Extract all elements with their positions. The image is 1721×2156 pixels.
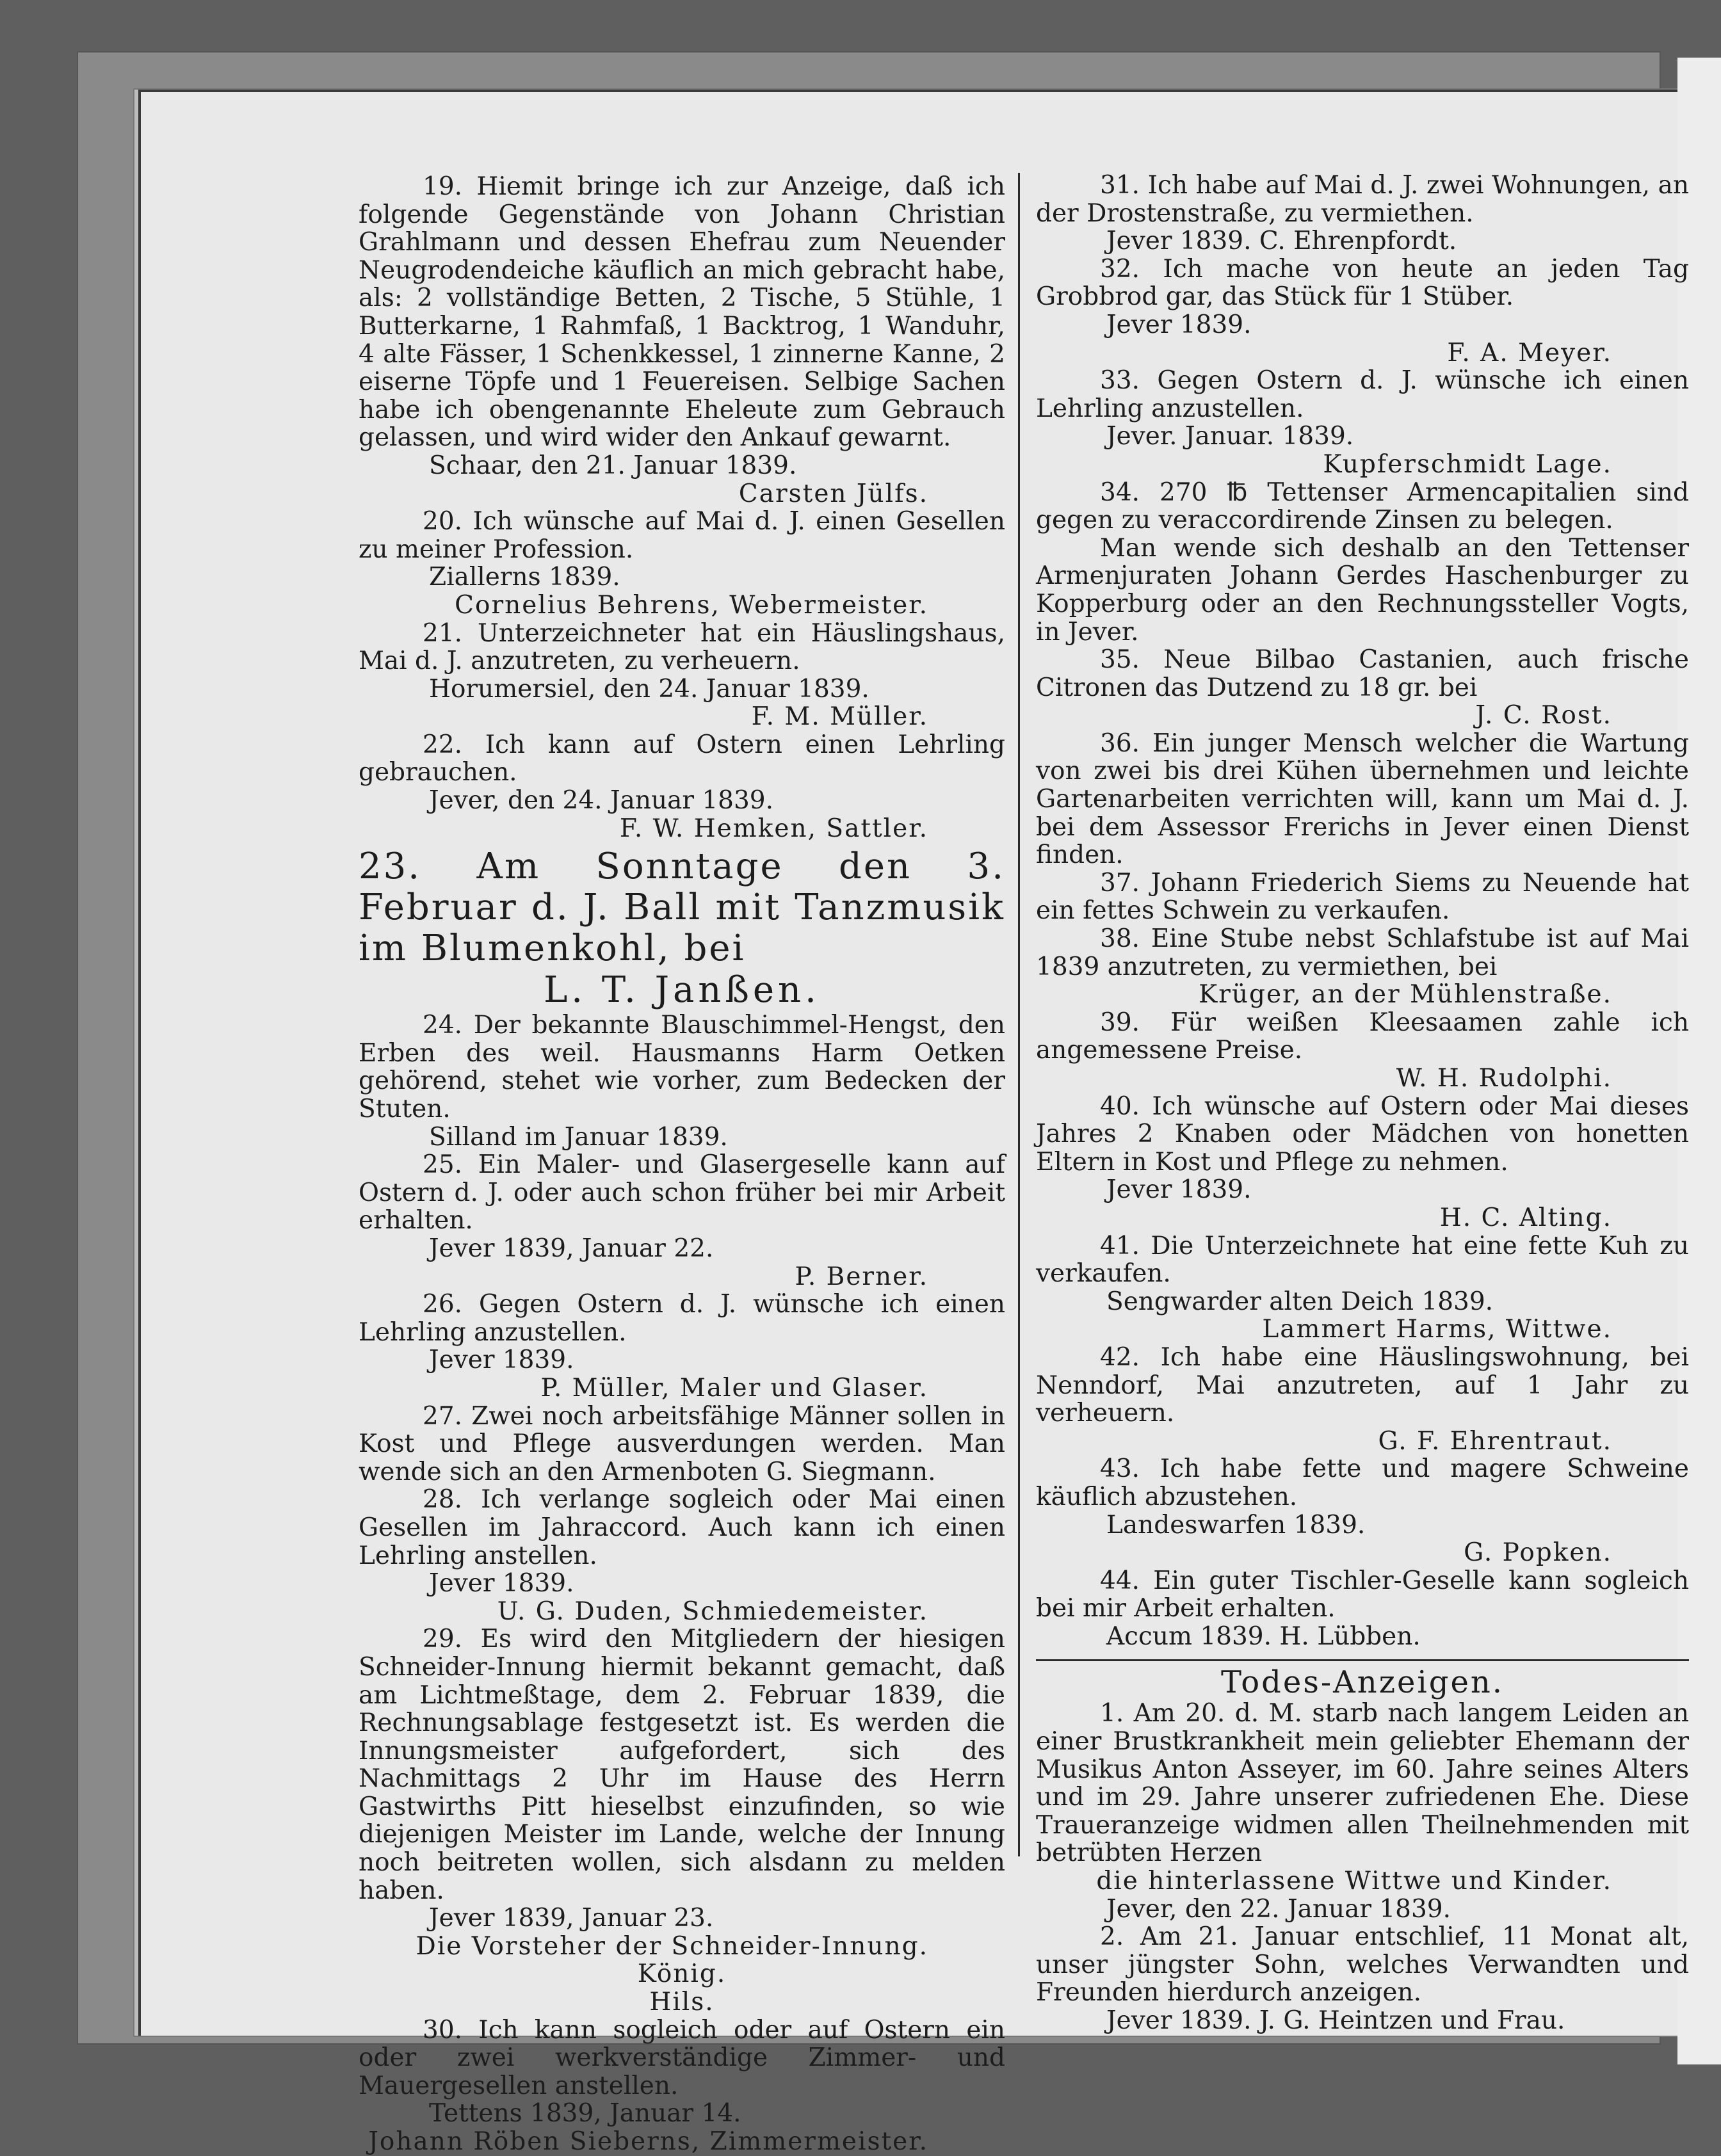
notice-paragraph: 36. Ein junger Mensch welcher die Wartung von zwei bis drei Kühen übernehmen und leichte Gartenarbeiten verrichten will, kann um Mai d. J. bei dem Assessor Frerichs in Jever einen Dienst finden. (1036, 728, 1689, 870)
notice-signature: Hils. (649, 1988, 715, 2017)
notice-text (359, 173, 1005, 452)
notice-signature: P. Berner. (795, 1262, 928, 1291)
notice-text (1036, 1232, 1689, 1288)
notice-paragraph: 41. Die Unterzeichnete hat eine fette Kuh zu verkaufen. (1036, 1231, 1689, 1289)
notice-paragraph: Man wende sich deshalb an den Tettenser Armenjuraten Johann Gerdes Haschenburger zu Kopperburg oder an den Rechnungssteller Vogts, in Jever. (1036, 533, 1689, 647)
notice-paragraph: 29. Es wird den Mitgliedern der hiesigen Schneider-Innung hiermit bekannt gemacht, daß am Lichtmeßtage, dem 2. Februar 1839, die Rechnungsablage festgesetzt ist. Es werden die Innungsmeister aufgefordert, sich des Nachmittags 2 Uhr im Hause des Herrn Gastwirths Pitt hieselbst einzufinden, so wie diejenigen Meister im Lande, welche der Innung noch beitreten wollen, sich alsdann zu melden haben. (359, 1625, 1005, 1905)
notice-text (1036, 367, 1689, 422)
notice-signature: F. W. Hemken, Sattler. (619, 814, 928, 843)
notice-paragraph: 39. Für weißen Kleesaamen zahle ich angemessene Preise. (1036, 1008, 1689, 1065)
notice-place-date: Horumersiel, den 24. Januar 1839. (429, 674, 869, 704)
notice-text (1036, 1344, 1689, 1428)
notice-text (359, 1486, 1005, 1570)
notice-place-date: Jever, den 22. Januar 1839. (1106, 1894, 1451, 1924)
notice-place-date: Jever 1839. (1106, 1175, 1252, 1205)
notice-signature: Johann Röben Sieberns, Zimmermeister. (368, 2127, 928, 2156)
notice-place-date: Jever 1839, Januar 22. (429, 1234, 714, 1263)
notice-text (359, 1011, 1005, 1123)
notice-signature: U. G. Duden, Schmiedemeister. (497, 1597, 928, 1626)
notice-paragraph: 35. Neue Bilbao Castanien, auch frische Citronen das Dutzend zu 18 gr. bei (1036, 645, 1689, 702)
notice-place-date: Jever 1839. J. G. Heintzen und Frau. (1106, 2006, 1565, 2035)
notice-signature: Krüger, an der Mühlenstraße. (1199, 980, 1612, 1010)
notice-place-date: Sengwarder alten Deich 1839. (1106, 1287, 1494, 1316)
notice-paragraph: 28. Ich verlange sogleich oder Mai einen Gesellen im Jahraccord. Auch kann ich einen Lehrling anstellen. (359, 1485, 1005, 1570)
notice-text (359, 1151, 1005, 1235)
notice-text (359, 2016, 1005, 2100)
notice-text (1036, 730, 1689, 869)
notice-text (1036, 1700, 1689, 1867)
notice-text (1036, 255, 1689, 311)
notice-text (1036, 925, 1689, 981)
notice-text (1036, 646, 1689, 702)
notice-place-date: Schaar, den 21. Januar 1839. (429, 451, 797, 480)
notice-place-date: Tettens 1839, Januar 14. (429, 2099, 741, 2128)
notice-text (359, 508, 1005, 563)
right-column (1036, 172, 1689, 2035)
notice-signature: G. Popken. (1464, 1538, 1612, 1568)
notice-paragraph: 24. Der bekannte Blauschimmel-Hengst, den Erben des weil. Hausmanns Harm Oetken gehörend, stehet wie vorher, zum Bedecken der Stuten. (359, 1011, 1005, 1124)
notice-text (1036, 172, 1689, 227)
notice-paragraph: 33. Gegen Ostern d. J. wünsche ich einen Lehrling anzustellen. (1036, 366, 1689, 423)
notice-signature: W. H. Rudolphi. (1396, 1064, 1612, 1093)
notice-signature: G. F. Ehrentraut. (1378, 1426, 1612, 1456)
notice-text (359, 1291, 1005, 1346)
notice-paragraph: 27. Zwei noch arbeitsfähige Männer sollen in Kost und Pflege ausverdungen werden. Man wende sich an den Armenboten G. Siegmann. (359, 1401, 1005, 1486)
notice-place-date: Ziallerns 1839. (429, 563, 620, 592)
notice-place-date: Silland im Januar 1839. (429, 1122, 728, 1152)
notice-place-date: Jever 1839. (429, 1346, 574, 1375)
notice-paragraph: 31. Ich habe auf Mai d. J. zwei Wohnungen, an der Drostenstraße, zu vermiethen. (1036, 171, 1689, 228)
notice-text (359, 731, 1005, 787)
notice-paragraph: 43. Ich habe fette und magere Schweine käuflich abzustehen. (1036, 1454, 1689, 1511)
notice-text (1036, 479, 1689, 535)
notice-paragraph: 32. Ich mache von heute an jeden Tag Grobbrod gar, das Stück für 1 Stüber. (1036, 254, 1689, 312)
notice-paragraph: 40. Ich wünsche auf Ostern oder Mai dieses Jahres 2 Knaben oder Mädchen von honetten Eltern in Kost und Pflege zu nehmen. (1036, 1091, 1689, 1177)
notice-signature: Carsten Jülfs. (738, 479, 928, 508)
notice-place-date: Jever 1839. (1106, 310, 1252, 339)
notice-place-date: Jever 1839, Januar 23. (429, 1904, 714, 1933)
notice-place-date: Jever 1839. (429, 1569, 574, 1598)
notice-place-date: Jever 1839. C. Ehrenpfordt. (1106, 227, 1457, 256)
notice-text (359, 1625, 1005, 1904)
notice-place-date: Jever, den 24. Januar 1839. (429, 786, 774, 816)
notice-paragraph: 19. Hiemit bringe ich zur Anzeige, daß ich folgende Gegenstände von Johann Christian Grahlmann und dessen Ehefrau zum Neuender Neugrodendeiche käuflich an mich gebracht habe, als: 2 vollständige Betten, 2 Tische, 5 Stühle, 1 Butterkarne, 1 Rahmfaß, 1 Backtrog, 1 Wanduhr, 4 alte Fässer, 1 Schenkkessel, 1 zinnerne Kanne, 2 eiserne Töpfe und 1 Feuereisen. Selbige Sachen habe ich obengenannte Eheleute zum Gebrauch gelassen, und wird wider den Ankauf gewarnt. (359, 172, 1005, 453)
notice-paragraph: 30. Ich kann sogleich oder auf Ostern ein oder zwei werkverständige Zimmer- und Mauergesellen anstellen. (359, 2015, 1005, 2100)
notice-place-date: Landeswarfen 1839. (1106, 1510, 1366, 1540)
notice-text (1036, 1009, 1689, 1065)
notice-signature: H. C. Alting. (1439, 1203, 1612, 1232)
notice-text (359, 1403, 1005, 1486)
notice-place-date: Jever. Januar. 1839. (1106, 422, 1354, 451)
notice-paragraph: 22. Ich kann auf Ostern einen Lehrling gebrauchen. (359, 730, 1005, 787)
section-rule (1036, 1659, 1689, 1661)
section-title: Todes-Anzeigen. (1220, 1664, 1505, 1701)
notice-paragraph: 20. Ich wünsche auf Mai d. J. einen Gesellen zu meiner Profession. (359, 507, 1005, 564)
notice-headline: 23. Am Sonntage den 3. Februar d. J. Ball mit Tanzmusik im Blumenkohl, bei (359, 846, 1005, 970)
notice-paragraph: 34. 270 ℔ Tettenser Armencapitalien sind gegen zu veraccordirende Zinsen zu belegen. (1036, 478, 1689, 535)
notice-signature: J. C. Rost. (1475, 701, 1612, 730)
notice-signature: F. A. Meyer. (1447, 338, 1612, 367)
notice-place-date: Accum 1839. H. Lübben. (1106, 1621, 1421, 1651)
column-divider (1018, 173, 1020, 1856)
notice-text (1036, 1923, 1689, 2007)
notice-signature: Die Vorsteher der Schneider-Innung. (416, 1931, 928, 1961)
notice-paragraph: 2. Am 21. Januar entschlief, 11 Monat alt, unser jüngster Sohn, welches Verwandten und Freunden hierdurch anzeigen. (1036, 1922, 1689, 2007)
notice-paragraph: 1. Am 20. d. M. starb nach langem Leiden an einer Brustkrankheit mein geliebter Ehemann der Musikus Anton Asseyer, im 60. Jahre seines Alters und im 29. Jahre unserer zufriedenen Ehe. Diese Traueranzeige widmen allen Theilnehmenden mit betrübten Herzen (1036, 1699, 1689, 1868)
left-column (359, 173, 1005, 2156)
notice-text (1036, 869, 1689, 925)
notice-paragraph: 42. Ich habe eine Häuslingswohnung, bei Nenndorf, Mai anzutreten, auf 1 Jahr zu verheuern. (1036, 1342, 1689, 1428)
notice-paragraph: 44. Ein guter Tischler-Geselle kann sogleich bei mir Arbeit erhalten. (1036, 1566, 1689, 1623)
notice-paragraph: 26. Gegen Ostern d. J. wünsche ich einen Lehrling anzustellen. (359, 1290, 1005, 1347)
notice-signature: Kupferschmidt Lage. (1323, 449, 1612, 479)
notice-signature: Lammert Harms, Wittwe. (1262, 1315, 1612, 1344)
notice-paragraph: 21. Unterzeichneter hat ein Häuslingshaus, Mai d. J. anzutreten, zu verheuern. (359, 618, 1005, 676)
notice-text (1036, 535, 1689, 646)
notice-signature: die hinterlassene Wittwe und Kinder. (1096, 1867, 1612, 1896)
notice-text (1036, 1567, 1689, 1623)
notice-paragraph: 37. Johann Friederich Siems zu Neuende hat ein fettes Schwein zu verkaufen. (1036, 868, 1689, 926)
notice-signature: F. M. Müller. (751, 702, 928, 732)
notice-text (359, 620, 1005, 675)
notice-text (1036, 1455, 1689, 1511)
notice-signature: Cornelius Behrens, Webermeister. (455, 590, 928, 620)
notice-paragraph: 38. Eine Stube nebst Schlafstube ist auf Mai 1839 anzutreten, zu vermiethen, bei (1036, 924, 1689, 981)
notice-headline-name: L. T. Janßen. (544, 969, 820, 1011)
notice-signature: P. Müller, Maler und Glaser. (540, 1373, 928, 1403)
notice-text (1036, 1093, 1689, 1177)
notice-paragraph: 25. Ein Maler- und Glasergeselle kann auf Ostern d. J. oder auch schon früher bei mir Arbeit erhalten. (359, 1150, 1005, 1235)
notice-signature: König. (637, 1959, 727, 1989)
